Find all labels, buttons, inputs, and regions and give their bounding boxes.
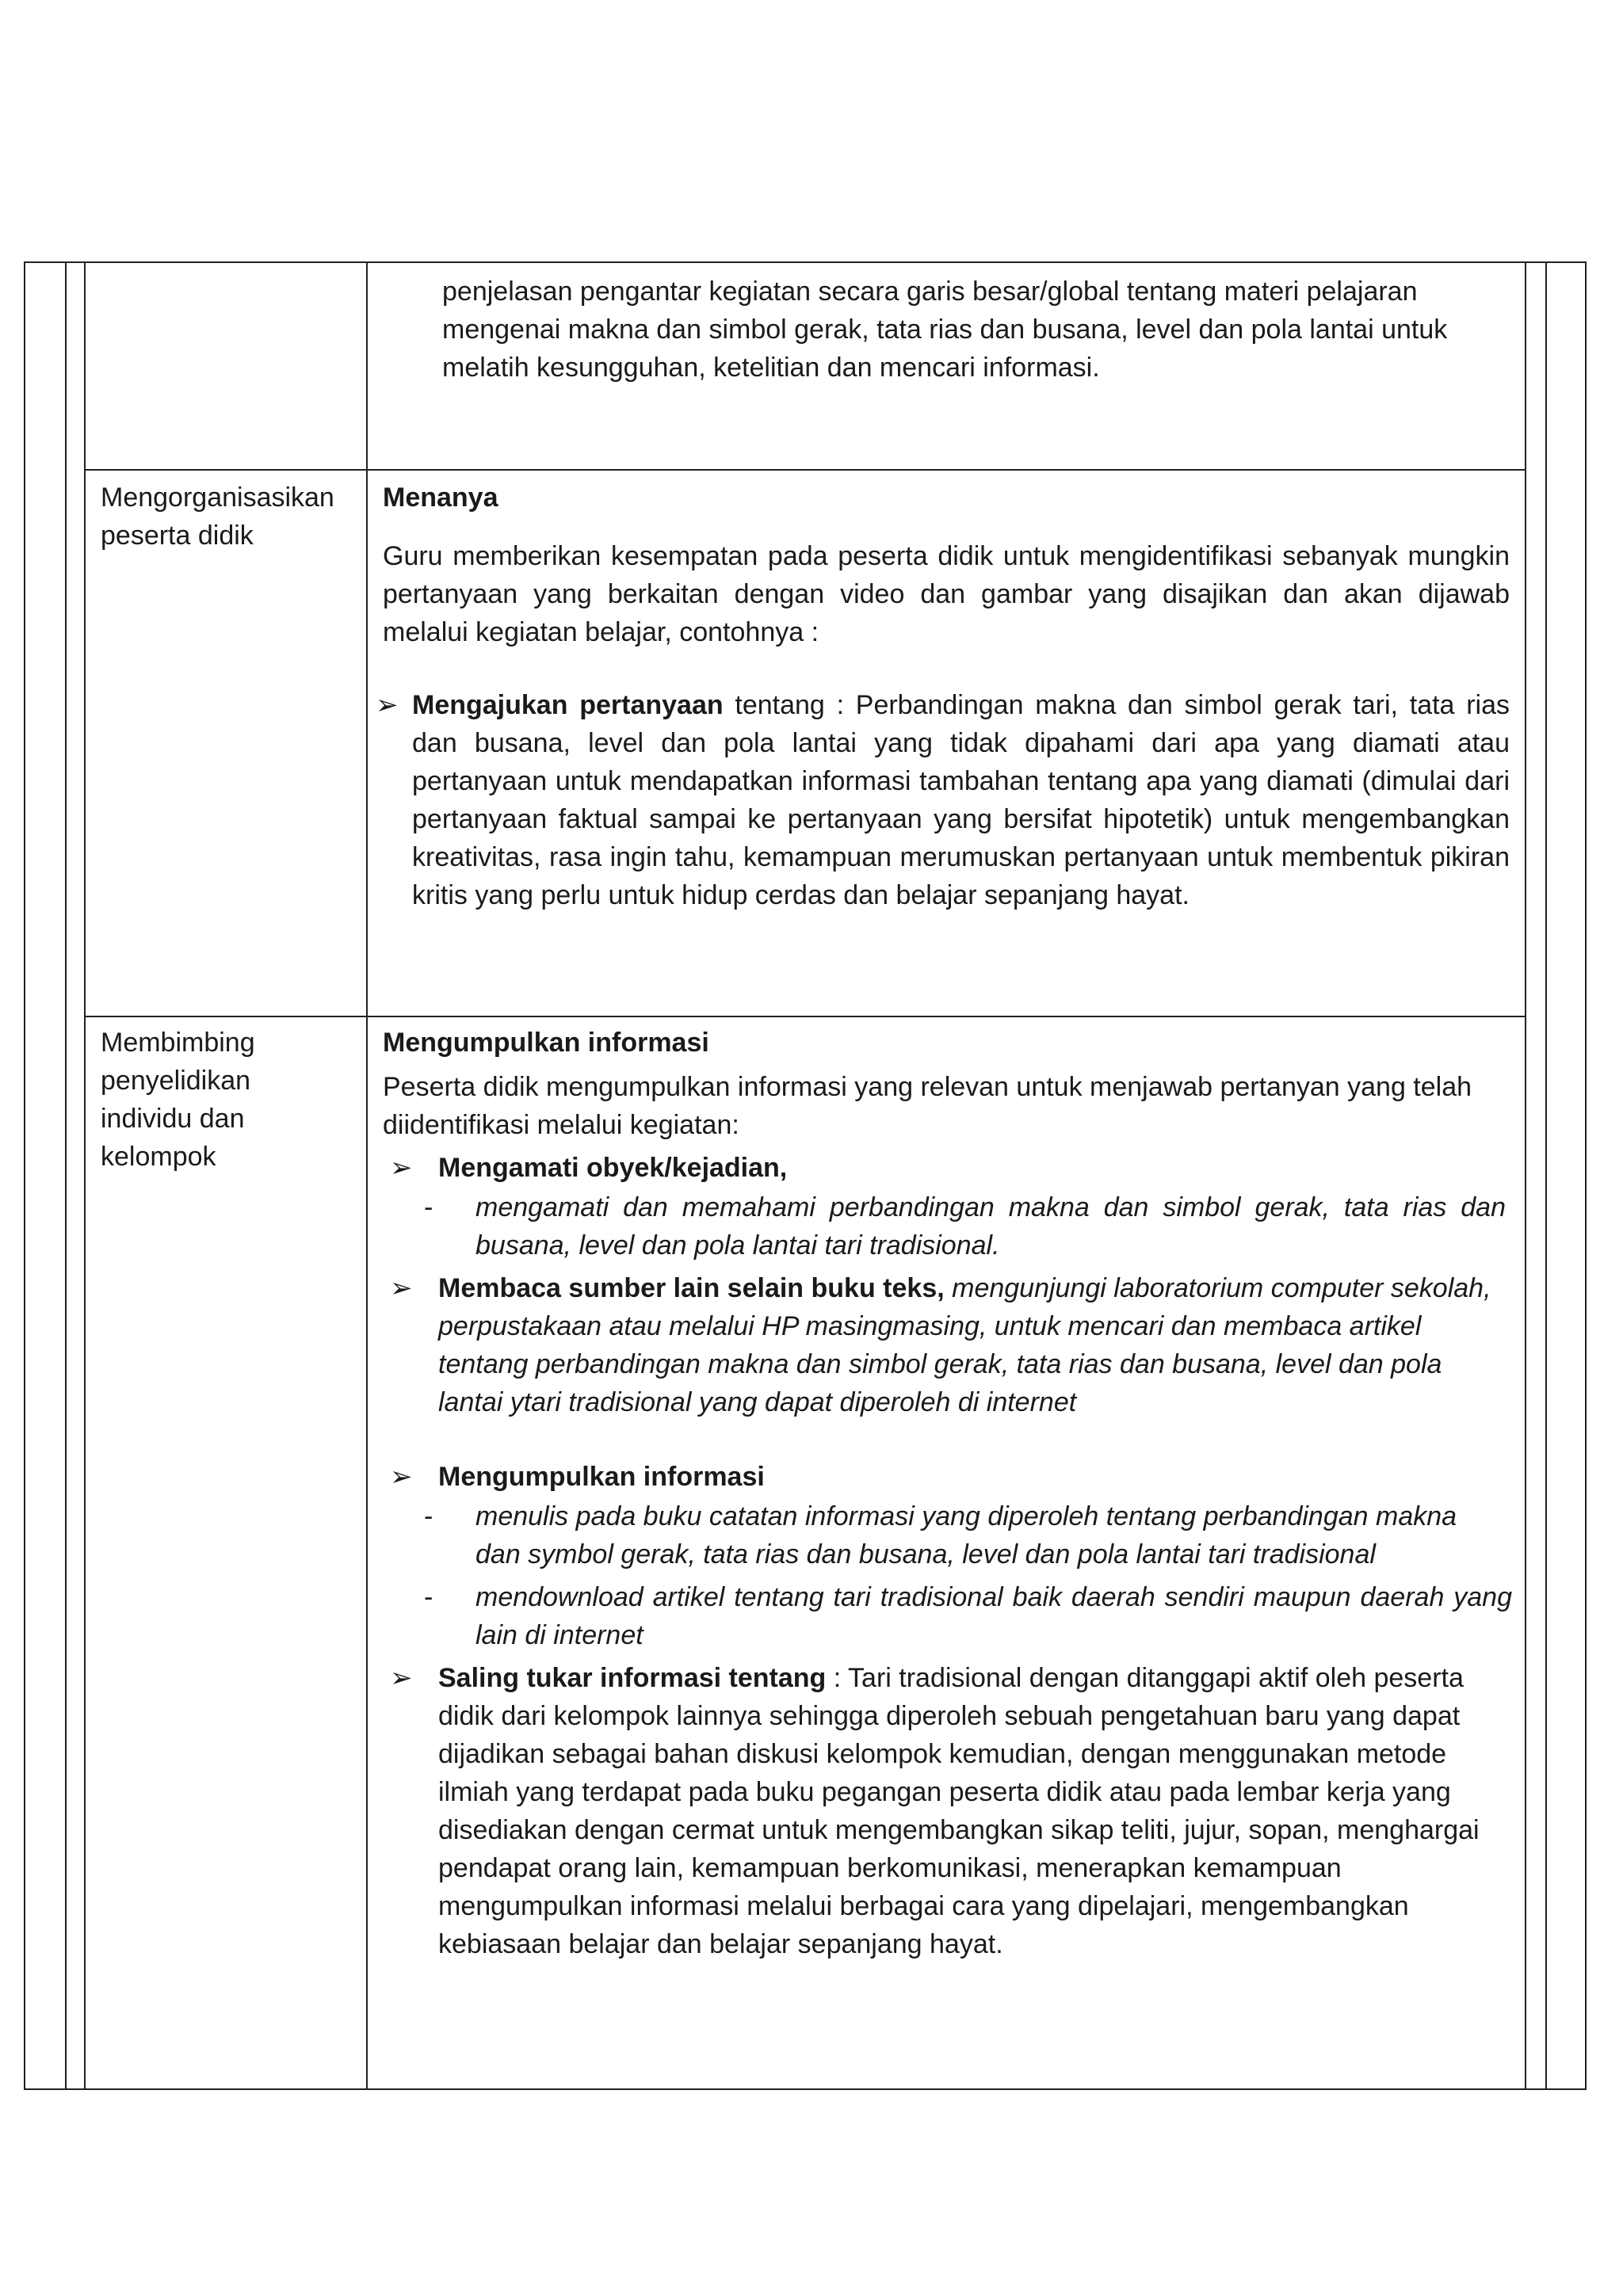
row3-b3-title: Mengumpulkan informasi [438, 1462, 765, 1492]
arrow-bullet-icon: ➢ [376, 690, 399, 720]
row2-intro: Guru memberikan kesempatan pada peserta didik untuk mengidentifikasi sebanyak mungkin pertanyaan yang berkaitan dengan video dan gambar yang disajikan dan akan dijawab melalui kegiatan belajar, contohnya : [383, 541, 1510, 647]
row3-label-line: individu dan [101, 1104, 245, 1134]
dash-bullet-icon: - [424, 1192, 433, 1222]
row2-heading: Menanya [383, 482, 498, 513]
row2-bullet-text: tentang : Perbandingan makna dan simbol gerak tari, tata rias dan busana, level dan pola lantai yang tidak dipahami dari apa yang diamati atau pertanyaan untuk mendapatkan informasi tambahan tentang apa yang diamati (dimulai dari pertanyaan faktual sampai ke pertanyaan yang bersifat hipotetik) untuk mengembangkan kreativitas, rasa ingin tahu, kemampuan merumuskan pertanyaan untuk membentuk pikiran kritis yang perlu untuk hidup cerdas dan belajar sepanjang hayat. [412, 690, 1510, 910]
row3-heading: Mengumpulkan informasi [383, 1028, 709, 1058]
table-top-border [24, 261, 1587, 263]
row3-b4-title: Saling tukar informasi tentang [438, 1663, 827, 1693]
table-col-line-b [84, 261, 86, 2090]
arrow-bullet-icon: ➢ [390, 1153, 413, 1183]
row3-b2-title: Membaca sumber lain selain buku teks, [438, 1273, 945, 1303]
row3-intro: Peserta didik mengumpulkan informasi yang relevan untuk menjawab pertanyan yang telah diidentifikasi melalui kegiatan: [383, 1072, 1472, 1140]
arrow-bullet-icon: ➢ [390, 1273, 413, 1303]
row3-label [101, 1024, 354, 1176]
row3-b3-dash1: menulis pada buku catatan informasi yang diperoleh tentang perbandingan makna dan symbol gerak, tata rias dan busana, level dan pola lantai tari tradisional [475, 1501, 1457, 1569]
table-left-border [24, 261, 25, 2090]
row-divider-2 [84, 1016, 1526, 1017]
dash-bullet-icon: - [424, 1501, 433, 1531]
row3-b2 [438, 1269, 1500, 1421]
row-divider-1 [84, 469, 1526, 471]
row2-label: Mengorganisasikan peserta didik [101, 482, 334, 551]
row3-b4-text: : Tari tradisional dengan ditanggapi aktif oleh peserta didik dari kelompok lainnya sehingga diperoleh sebuah pengetahuan baru yang dapat dijadikan sebagai bahan diskusi kelompok kemudian, dengan menggunakan metode ilmiah yang terdapat pada buku pegangan peserta didik atau pada lembar kerja yang disediakan dengan cermat untuk mengembangkan sikap teliti, jujur, sopan, menghargai pendapat orang lain, kemampuan berkomunikasi, menerapkan kemampuan mengumpulkan informasi melalui berbagai cara yang dipelajari, mengembangkan kebiasaan belajar dan belajar sepanjang hayat. [438, 1663, 1480, 1959]
table-bottom-border [24, 2088, 1587, 2090]
dash-bullet-icon: - [424, 1582, 433, 1612]
row3-label-line: Membimbing [101, 1028, 255, 1058]
arrow-bullet-icon: ➢ [390, 1462, 413, 1492]
row3-b4 [438, 1659, 1500, 1963]
row2-bullet-title: Mengajukan pertanyaan [412, 690, 724, 720]
table-col-line-content-end [1525, 261, 1526, 2090]
row3-label-line: penyelidikan [101, 1066, 251, 1096]
table-right-border [1585, 261, 1587, 2090]
row3-b2-text: mengunjungi laboratorium computer sekolah, perpustakaan atau melalui HP masingmasing, untuk mencari dan membaca artikel tentang perbandingan makna dan simbol gerak, tata rias dan busana, level dan pola lantai ytari tradisional yang dapat diperoleh di internet [438, 1273, 1491, 1417]
row2-bullet [412, 686, 1510, 914]
row3-b1-title: Mengamati obyek/kejadian, [438, 1153, 788, 1183]
table-col-line-a [65, 261, 67, 2090]
row3-label-line: kelompok [101, 1142, 216, 1172]
row1-content: penjelasan pengantar kegiatan secara garis besar/global tentang materi pelajaran mengenai makna dan simbol gerak, tata rias dan busana, level dan pola lantai untuk melatih kesungguhan, ketelitian dan mencari informasi. [442, 277, 1448, 383]
row3-b1-dash: mengamati dan memahami perbandingan makna dan simbol gerak, tata rias dan busana, level dan pola lantai tari tradisional. [475, 1192, 1506, 1261]
arrow-bullet-icon: ➢ [390, 1663, 413, 1693]
table-col-line-c [1545, 261, 1547, 2090]
row3-b3-dash2: mendownload artikel tentang tari tradisional baik daerah sendiri maupun daerah yang lain di internet [475, 1582, 1512, 1650]
table-col-line-label [366, 261, 368, 2090]
